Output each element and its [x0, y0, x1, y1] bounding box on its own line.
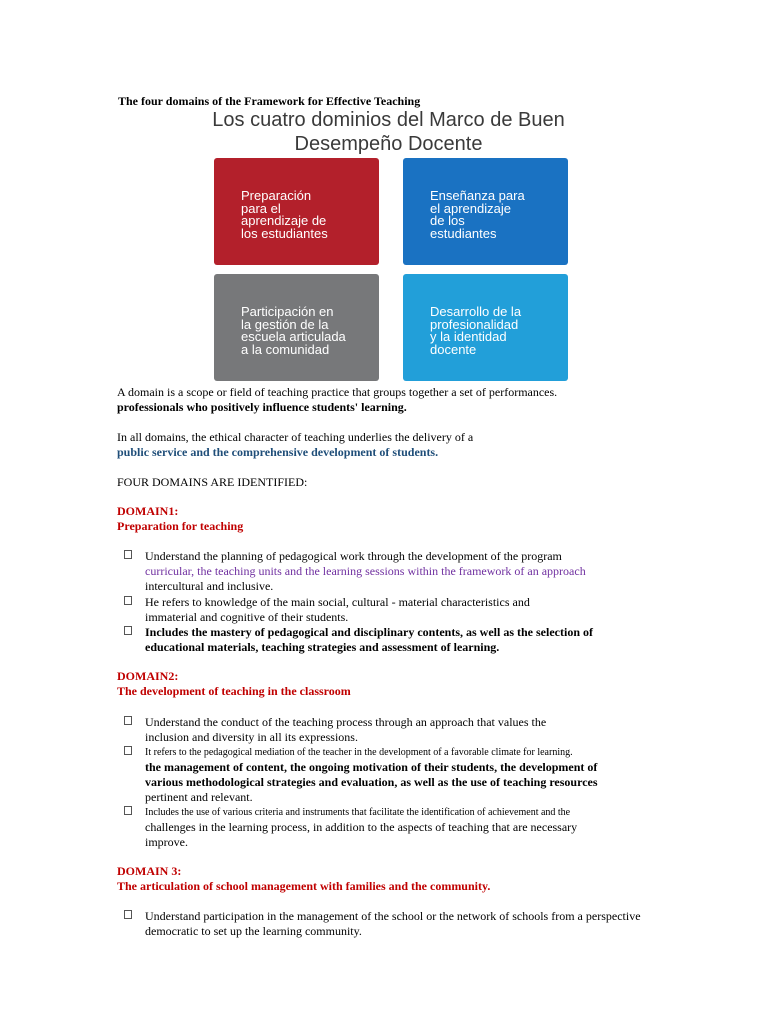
domain2-bullet-3-rest: challenges in the learning process, in addition to the aspects of teaching that are necessary improve. [145, 820, 578, 849]
domain1-bullet-1-b: curricular, the teaching units and the learning sessions within the framework of an approach [145, 564, 586, 578]
domain1-label: DOMAIN1: [117, 504, 179, 518]
bullet-icon [124, 806, 132, 815]
domain3-title: The articulation of school management with families and the community. [117, 879, 491, 893]
domain3-bullet-1: Understand participation in the management of the school or the network of schools from a perspective democratic to set up the learning community. [145, 909, 641, 938]
document-title: The four domains of the Framework for Effective Teaching [118, 94, 421, 108]
intro-line-3: In all domains, the ethical character of teaching underlies the delivery of a [117, 430, 474, 444]
intro-line-1: A domain is a scope or field of teaching practice that groups together a set of performances. [117, 385, 558, 399]
domain1-bullet-2: He refers to knowledge of the main social, cultural - material characteristics and immaterial and cognitive of their students. [145, 595, 530, 624]
domain2-bullet-3-small: Includes the use of various criteria and instruments that facilitate the identification of achievement and the [145, 807, 571, 818]
domain2-bullet-2: It refers to the pedagogical mediation of the teacher in the development of a favorable climate for learning. [145, 747, 573, 758]
bullet-icon [124, 746, 132, 755]
domain2-bullet-2-end: pertinent and relevant. [145, 790, 253, 804]
intro-line-4: public service and the comprehensive development of students. [117, 445, 439, 459]
bullet-icon [124, 716, 132, 725]
domain2-bullet-1: Understand the conduct of the teaching process through an approach that values the inclusion and diversity in all its expressions. [145, 715, 547, 744]
domain2-title: The development of teaching in the classroom [117, 684, 351, 698]
bullet-icon [124, 596, 132, 605]
intro-line-5: FOUR DOMAINS ARE IDENTIFIED: [117, 475, 308, 489]
domain1-bullet-1-c: intercultural and inclusive. [145, 579, 274, 593]
domain3-label: DOMAIN 3: [117, 864, 182, 878]
domain1-bullet-1-a: Understand the planning of pedagogical work through the development of the program [145, 549, 562, 563]
domain-card-preparation: Preparación para el aprendizaje de los estudiantes [214, 158, 379, 265]
intro-line-2: professionals who positively influence students' learning. [117, 400, 407, 414]
bullet-icon [124, 550, 132, 559]
domain-card-participation: Participación en la gestión de la escuela articulada a la comunidad [214, 274, 379, 381]
domain2-bullet-2-bold: the management of content, the ongoing motivation of their students, the development of various methodological strategies and evaluation, as well as the use of teaching resources [145, 760, 598, 789]
domain1-title: Preparation for teaching [117, 519, 244, 533]
domain-card-teaching: Enseñanza para el aprendizaje de los estudiantes [403, 158, 568, 265]
domain-card-development: Desarrollo de la profesionalidad y la identidad docente [403, 274, 568, 381]
infographic-heading: Los cuatro dominios del Marco de Buen Desempeño Docente [212, 109, 565, 155]
bullet-icon [124, 910, 132, 919]
domain2-label: DOMAIN2: [117, 669, 179, 683]
domains-infographic [197, 108, 580, 384]
bullet-icon [124, 626, 132, 635]
domain1-bullet-3: Includes the mastery of pedagogical and disciplinary contents, as well as the selection of educational materials, teaching strategies and assessment of learning. [145, 625, 593, 654]
